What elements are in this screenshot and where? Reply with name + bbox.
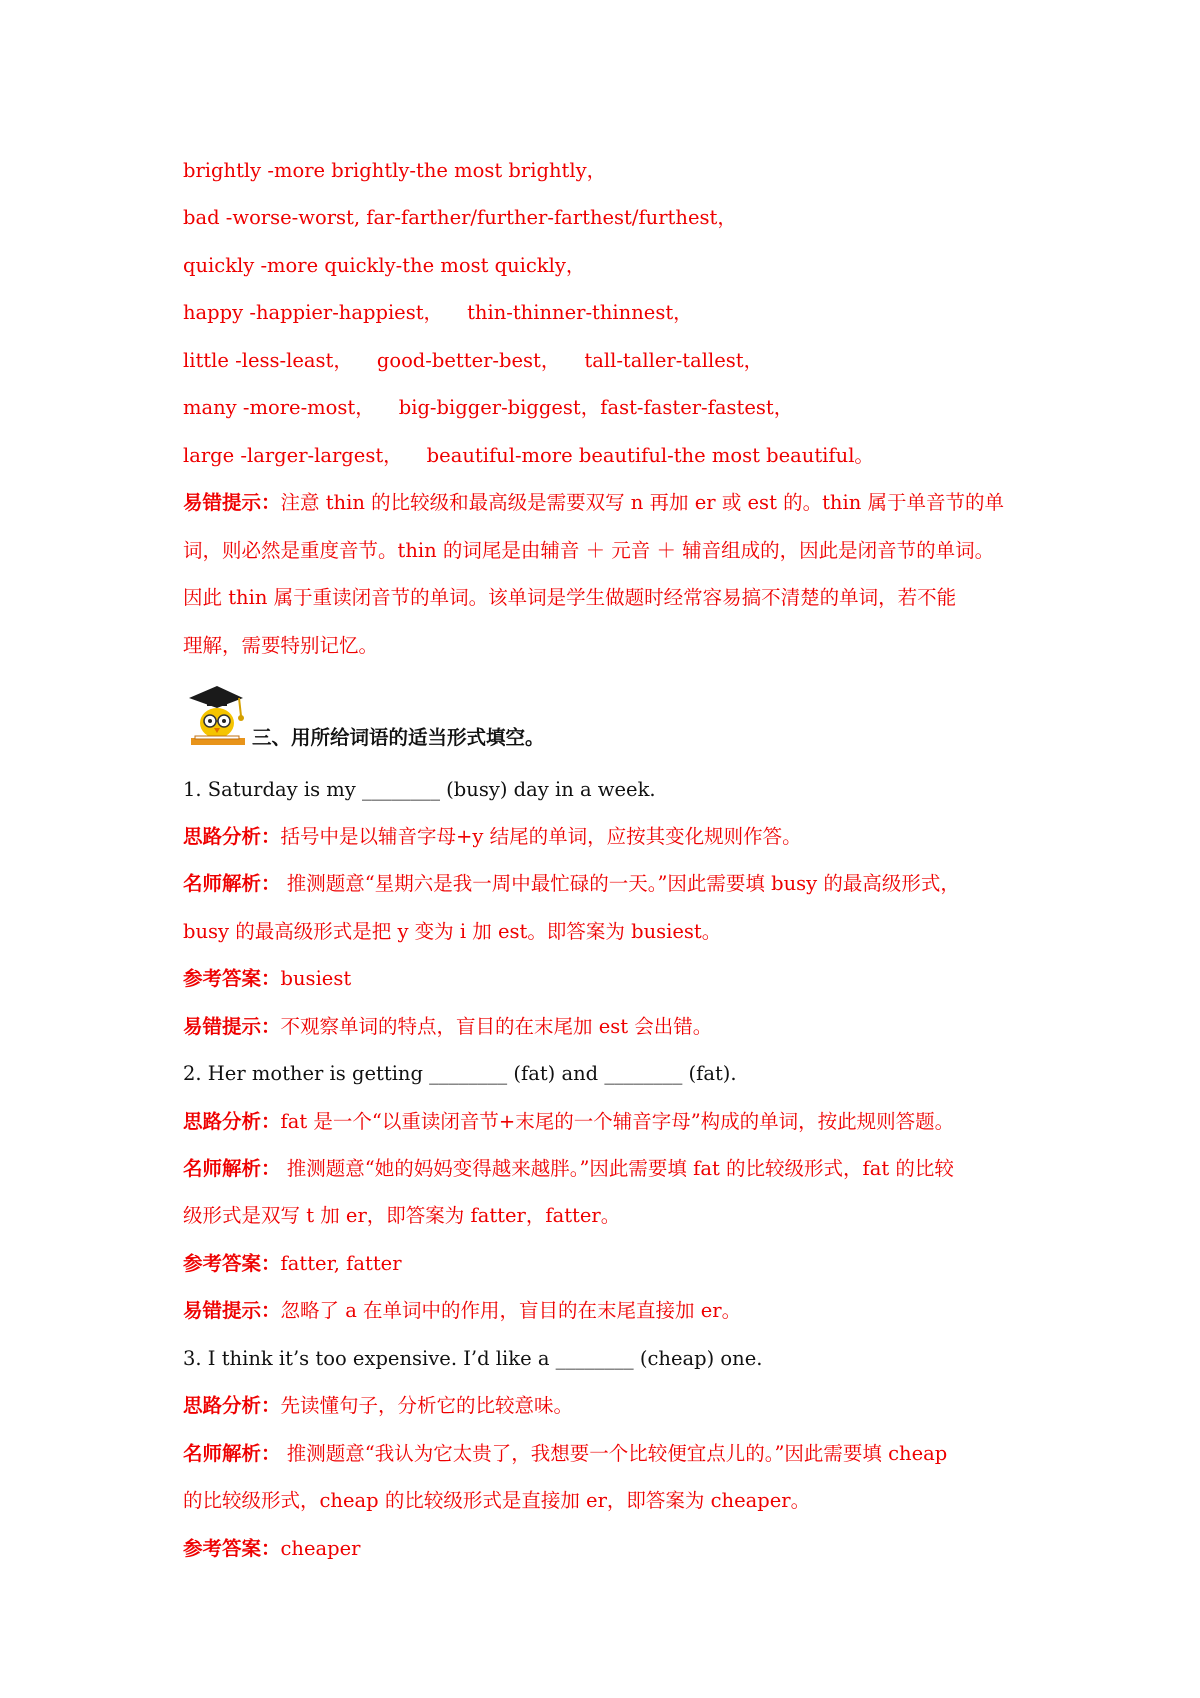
tip1-line-1: 易错提示：注意 thin 的比较级和最高级是需要双写 n 再加 er 或 est 的。thin 属于单音节的单 [183, 491, 1004, 514]
q3-question: 3. I think it’s too expensive. I’d like a ________ (cheap) one. [183, 1347, 763, 1370]
q2-question: 2. Her mother is getting ________ (fat) and ________ (fat). [183, 1062, 737, 1085]
q1-question: 1. Saturday is my ________ (busy) day in a week. [183, 778, 656, 801]
q2-analysis-label: 思路分析： [183, 1110, 281, 1133]
tip1-label: 易错提示： [183, 491, 281, 514]
q3-answer: 参考答案：cheaper [183, 1537, 361, 1560]
forms-line-3: quickly -more quickly-the most quickly， [183, 254, 586, 277]
section-heading: 三、用所给词语的适当形式填空。 [252, 726, 545, 749]
q3-explain-label: 名师解析： [183, 1442, 281, 1465]
q3-explain-1: 名师解析： 推测题意“我认为它太贵了，我想要一个比较便宜点儿的。”因此需要填 cheap [183, 1442, 948, 1465]
q1-tip-label: 易错提示： [183, 1015, 281, 1038]
q3-explain-2: 的比较级形式，cheap 的比较级形式是直接加 er，即答案为 cheaper。 [183, 1489, 811, 1512]
q2-explain-1: 名师解析： 推测题意“她的妈妈变得越来越胖。”因此需要填 fat 的比较级形式，fat 的比较 [183, 1157, 954, 1180]
tip1-line-3: 因此 thin 属于重读闭音节的单词。该单词是学生做题时经常容易搞不清楚的单词，若不能 [183, 586, 957, 609]
forms-line-7: large -larger-largest， beautiful-more beautiful-the most beautiful。 [183, 444, 874, 467]
q2-analysis: 思路分析：fat 是一个“以重读闭音节+末尾的一个辅音字母”构成的单词，按此规则答题。 [183, 1110, 955, 1133]
owl-graduate-icon [183, 678, 245, 748]
forms-line-1: brightly -more brightly-the most brightly， [183, 159, 607, 182]
q3-analysis: 思路分析：先读懂句子，分析它的比较意味。 [183, 1394, 574, 1417]
q3-analysis-label: 思路分析： [183, 1394, 281, 1417]
q2-answer-label: 参考答案： [183, 1252, 281, 1275]
q2-tip: 易错提示：忽略了 a 在单词中的作用，盲目的在末尾直接加 er。 [183, 1299, 742, 1322]
q2-explain-label: 名师解析： [183, 1157, 281, 1180]
q1-tip: 易错提示：不观察单词的特点，盲目的在末尾加 est 会出错。 [183, 1015, 713, 1038]
q1-explain-label: 名师解析： [183, 872, 281, 895]
q2-tip-label: 易错提示： [183, 1299, 281, 1322]
q1-answer-label: 参考答案： [183, 967, 281, 990]
tip1-line-2: 词，则必然是重度音节。thin 的词尾是由辅音 ＋ 元音 ＋ 辅音组成的，因此是闭音节的单词。 [183, 539, 995, 562]
forms-line-6: many -more-most， big-bigger-biggest，fast-faster-fastest， [183, 396, 794, 419]
forms-line-2: bad -worse-worst, far-farther/further-farthest/furthest， [183, 206, 737, 229]
q3-answer-label: 参考答案： [183, 1537, 281, 1560]
forms-line-5: little -less-least， good-better-best， tall-taller-tallest， [183, 349, 764, 372]
forms-line-4: happy -happier-happiest， thin-thinner-thinnest， [183, 301, 693, 324]
q2-answer: 参考答案：fatter, fatter [183, 1252, 402, 1275]
tip1-line-4: 理解，需要特别记忆。 [183, 634, 379, 657]
q1-explain-2: busy 的最高级形式是把 y 变为 i 加 est。即答案为 busiest。 [183, 920, 722, 943]
q1-analysis-label: 思路分析： [183, 825, 281, 848]
q2-explain-2: 级形式是双写 t 加 er，即答案为 fatter，fatter。 [183, 1204, 621, 1227]
q1-explain-1: 名师解析： 推测题意“星期六是我一周中最忙碌的一天。”因此需要填 busy 的最高级形式， [183, 872, 960, 895]
q1-answer: 参考答案：busiest [183, 967, 352, 990]
q1-analysis: 思路分析：括号中是以辅音字母+y 结尾的单词，应按其变化规则作答。 [183, 825, 802, 848]
